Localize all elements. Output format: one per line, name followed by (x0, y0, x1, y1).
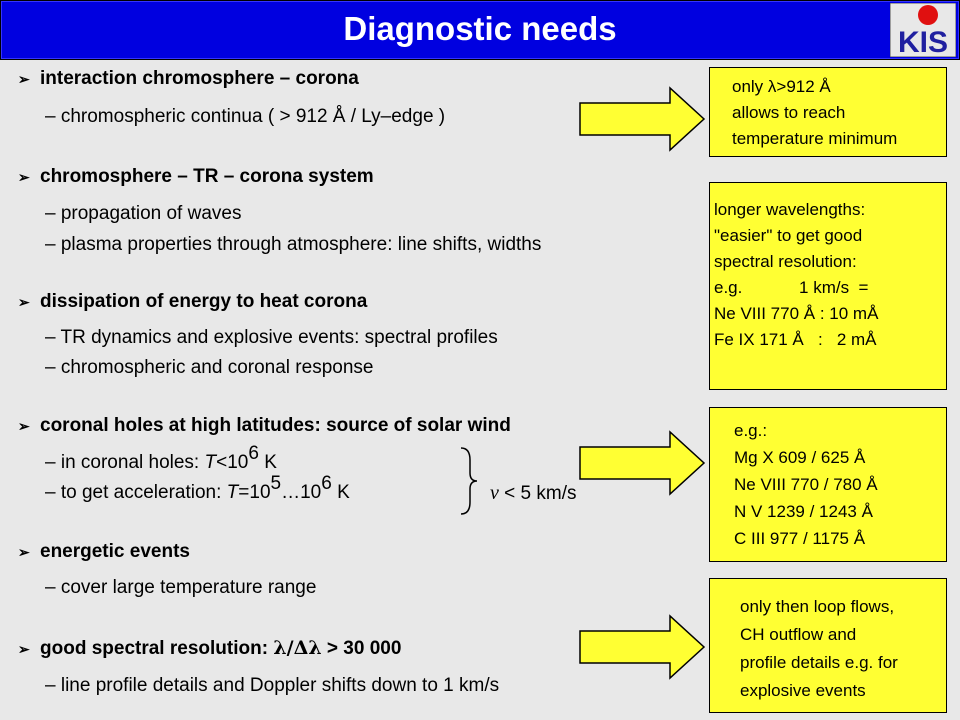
sub-item: – chromospheric continua ( > 912 Å / Ly–edge ) (45, 106, 446, 127)
sub-item: – chromospheric and coronal response (45, 357, 374, 378)
note-box: longer wavelengths: "easier" to get good spectral resolution: e.g. 1 km/s = Ne VIII 770 Å : 10 mÅ Fe IX 171 Å : 2 mÅ (709, 182, 947, 390)
sub-item: – cover large temperature range (45, 577, 317, 598)
sub-item: – in coronal holes: $T<10^6$ K (45, 443, 277, 473)
bullet-heading: ➢ interaction chromosphere – corona (18, 68, 359, 89)
sub-item: – plasma properties through atmosphere: line shifts, widths (45, 234, 542, 255)
right-curly-brace-icon (458, 446, 478, 516)
yellow-block-arrow-icon (578, 86, 706, 152)
yellow-block-arrow-icon (578, 430, 706, 496)
logo-sun-dot (918, 5, 938, 25)
note-box: only then loop flows, CH outflow and profile details e.g. for explosive events (709, 578, 947, 713)
arrowhead-bullet-icon: ➢ (18, 544, 30, 560)
sub-item: – line profile details and Doppler shifts down to 1 km/s (45, 675, 500, 696)
sub-item: – TR dynamics and explosive events: spectral profiles (45, 327, 498, 348)
yellow-block-arrow-icon (578, 614, 706, 680)
sub-item: – propagation of waves (45, 203, 242, 224)
arrowhead-bullet-icon: ➢ (18, 71, 30, 87)
bullet-heading: ➢ energetic events (18, 541, 190, 562)
arrowhead-bullet-icon: ➢ (18, 294, 30, 310)
note-box: e.g.: Mg X 609 / 625 Å Ne VIII 770 / 780 Å N V 1239 / 1243 Å C III 977 / 1175 Å (709, 407, 947, 562)
bullet-heading: ➢ dissipation of energy to heat corona (18, 291, 368, 312)
bullet-heading: ➢ chromosphere – TR – corona system (18, 166, 374, 187)
logo-text: KIS (897, 26, 949, 57)
arrowhead-bullet-icon: ➢ (18, 418, 30, 434)
kis-logo (890, 3, 956, 57)
arrowhead-bullet-icon: ➢ (18, 169, 30, 185)
note-box: only λ>912 Å allows to reach temperature minimum (709, 67, 947, 157)
sub-item: – to get acceleration: $T=10^5\dots 10^6$ K (45, 473, 350, 503)
page-title: Diagnostic needs (343, 10, 617, 47)
velocity-note: v < 5 km/s (490, 482, 577, 504)
arrowhead-bullet-icon: ➢ (18, 641, 30, 657)
bullet-heading: ➢ coronal holes at high latitudes: source of solar wind (18, 415, 511, 436)
bullet-heading: ➢ good spectral resolution: λ/Δλ > 30 000 (18, 637, 402, 659)
